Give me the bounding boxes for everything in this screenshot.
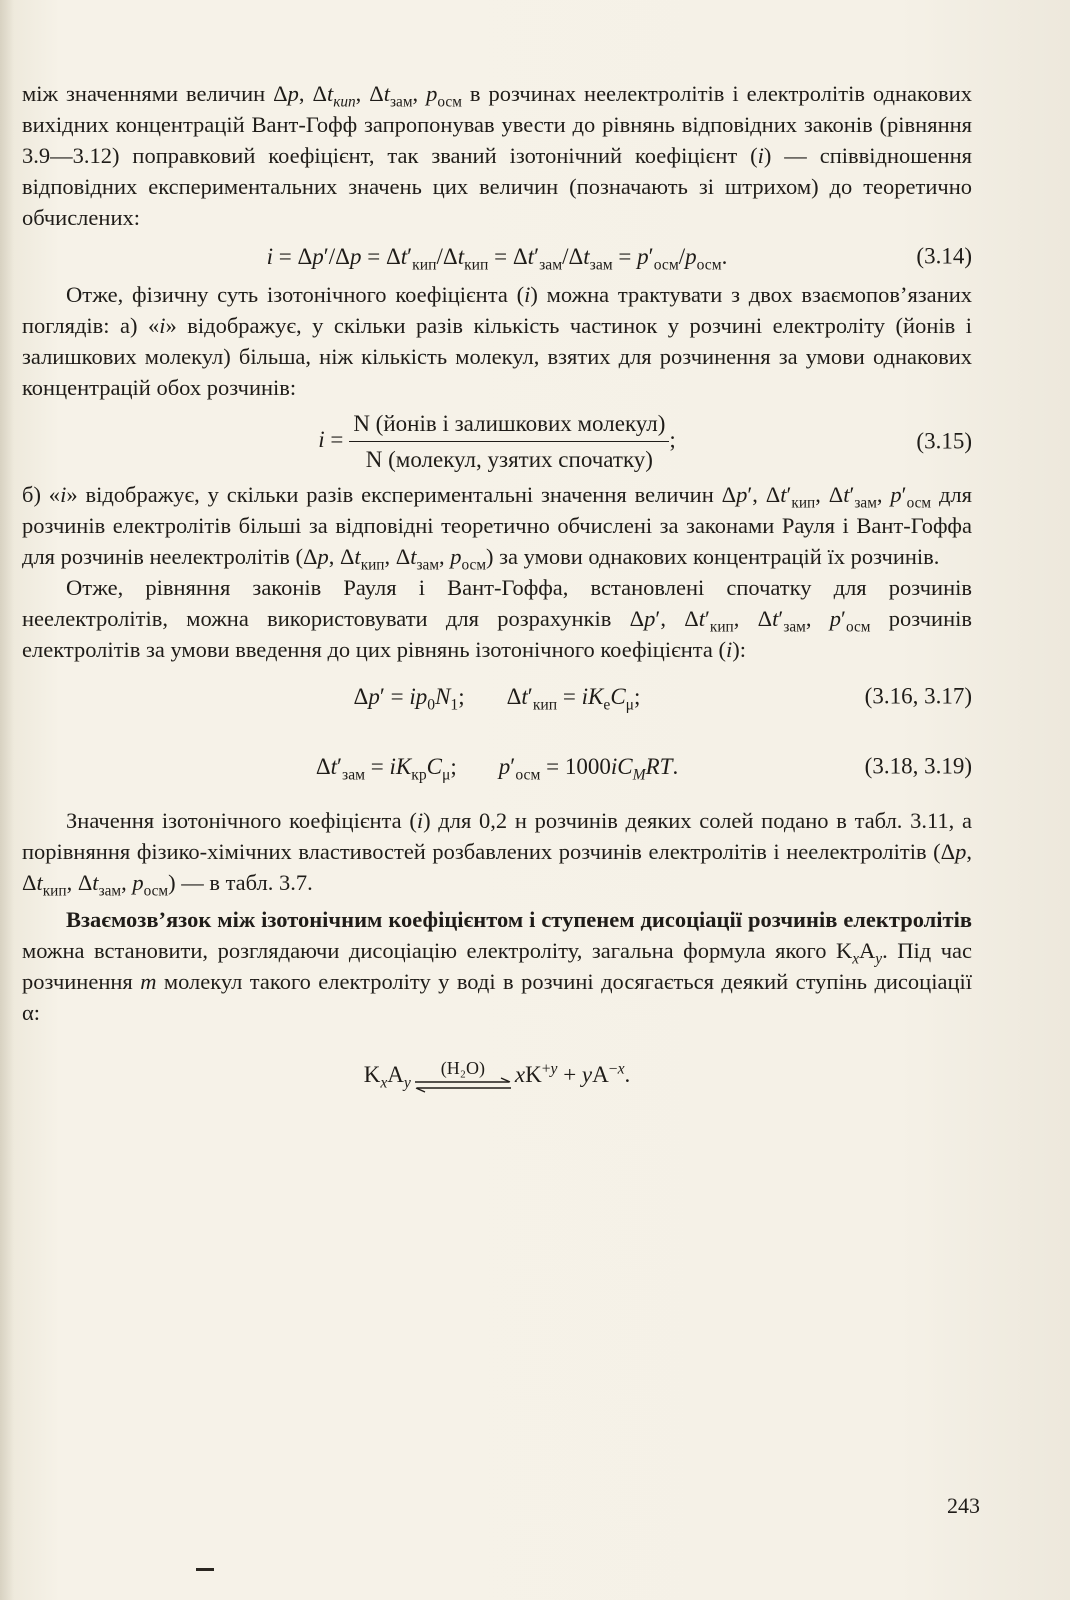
paragraph-3: б) «i» відображує, у скільки разів експериментальні значення величин Δp′, $\Delta t'_{кип}$, $\Delta t'_{зам}$, $p'_{осм}$ для розчинів електролітів більші за відповідні теоретично обчислені за законами Рауля і Вант-Гоффа для розчинів неелектролітів (Δp, $\Delta t_{кип}$, $\Delta t_{зам}$, $p_{осм}$) за умови однакових концентрацій їх розчинів. [22,482,972,574]
equilibrium-arrow [413,1059,513,1093]
equation-3-18-body: $\Delta t'_{зам} = iK_{кр}C_\mu$; $p'_{осм} = 1000iC_MRT$. [315,753,679,784]
equation-3-14 [22,233,972,279]
scan-mark [196,1568,214,1571]
equation-3-16-3-17 [22,665,972,727]
paragraph-5: Значення ізотонічного коефіцієнта (i) для 0,2 н розчинів деяких солей подано в табл. 3.11, а порівняння фізико-хімічних властивостей розбавлених розчинів електролітів і неелектролітів (Δp, $\Delta t_{кип}$, $\Delta t_{зам}$, $p_{осм}$) — в табл. 3.7. [22,808,972,900]
equation-3-14-body: $i = \Delta p'/\Delta p = \Delta t'_{кип}/\Delta t_{кип} = \Delta t'_{зам}/\Delta t_{зам} = p'_{осм}/p_{осм}$. [266,243,728,274]
equation-number: (3.18, 3.19) [864,753,972,779]
equation-number: (3.15) [916,428,972,454]
equation-3-18-3-19 [22,727,972,805]
text-column [22,78,972,1116]
equation-3-16-body: $\Delta p' = ip_0N_1$; $\Delta t'_{кип} = iK_еC_\mu$; [353,683,641,714]
page-shadow [0,0,14,1600]
fraction [349,408,669,475]
dissociation-equation [22,1036,972,1116]
fraction-denominator: N (молекул, узятих спочатку) [365,446,653,472]
fraction-numerator: N (йонів і залишкових молекул) [349,408,669,442]
dissociation-body: $K_xA_y$ (H₂O) $xK^{+y} + yA^{-x}$. [364,1059,631,1094]
page-number: 243 [947,1493,980,1518]
paragraph-1: між значеннями величин Δp, $\Delta t_{кип}$, $\Delta t_{зам}$, $p_{осм}$ в розчинах неелектролітів і електролітів однакових вихідних концентрацій Вант-Гофф запропонував увести до рівнянь відповідних законів (рівняння 3.9—3.12) поправковий коефіцієнт, так званий ізотонічний коефіцієнт (i) — співвідношення відповідних експериментальних значень цих величин (позначають зі штрихом) до теоретично обчислених: [22,81,972,230]
paragraph-6: Взаємозв’язок між ізотонічним коефіцієнтом і ступенем дисоціації розчинів електролітів можна встановити, розглядаючи дисоціацію електроліту, загальна формула якого $K_xA_y$. Під час розчинення m молекул такого електроліту у воді в розчині досягається деякий ступінь дисоціації α: [22,907,972,1025]
equation-3-15-body: i = $\frac{\text{N (йонів і залишкових молекул)}}{\text{N (молекул, узятих спочатку)}}$ ; [318,408,676,475]
equation-number: (3.16, 3.17) [864,683,972,709]
equation-number: (3.14) [916,243,972,269]
equilibrium-arrows-icon [413,1077,513,1093]
equation-3-15 [22,403,972,479]
arrow-label: (H₂O) [440,1058,485,1079]
paragraph-4: Отже, рівняння законів Рауля і Вант-Гоффа, встановлені спочатку для розчинів неелектролітів, можна використовувати для розрахунків Δp′, $\Delta t'_{кип}$, $\Delta t'_{зам}$, $p'_{осм}$ розчинів електролітів за умови введення до цих рівнянь ізотонічного коефіцієнта (i): [22,575,972,662]
paragraph-2: Отже, фізичну суть ізотонічного коефіцієнта (i) можна трактувати з двох взаємопов’язаних поглядів: а) «i» відображує, у скільки разів кількість частинок у розчині електроліту (йонів і залишкових молекул) більша, ніж кількість молекул, взятих для розчинення за умови однакових концентрацій обох розчинів: [22,282,972,400]
